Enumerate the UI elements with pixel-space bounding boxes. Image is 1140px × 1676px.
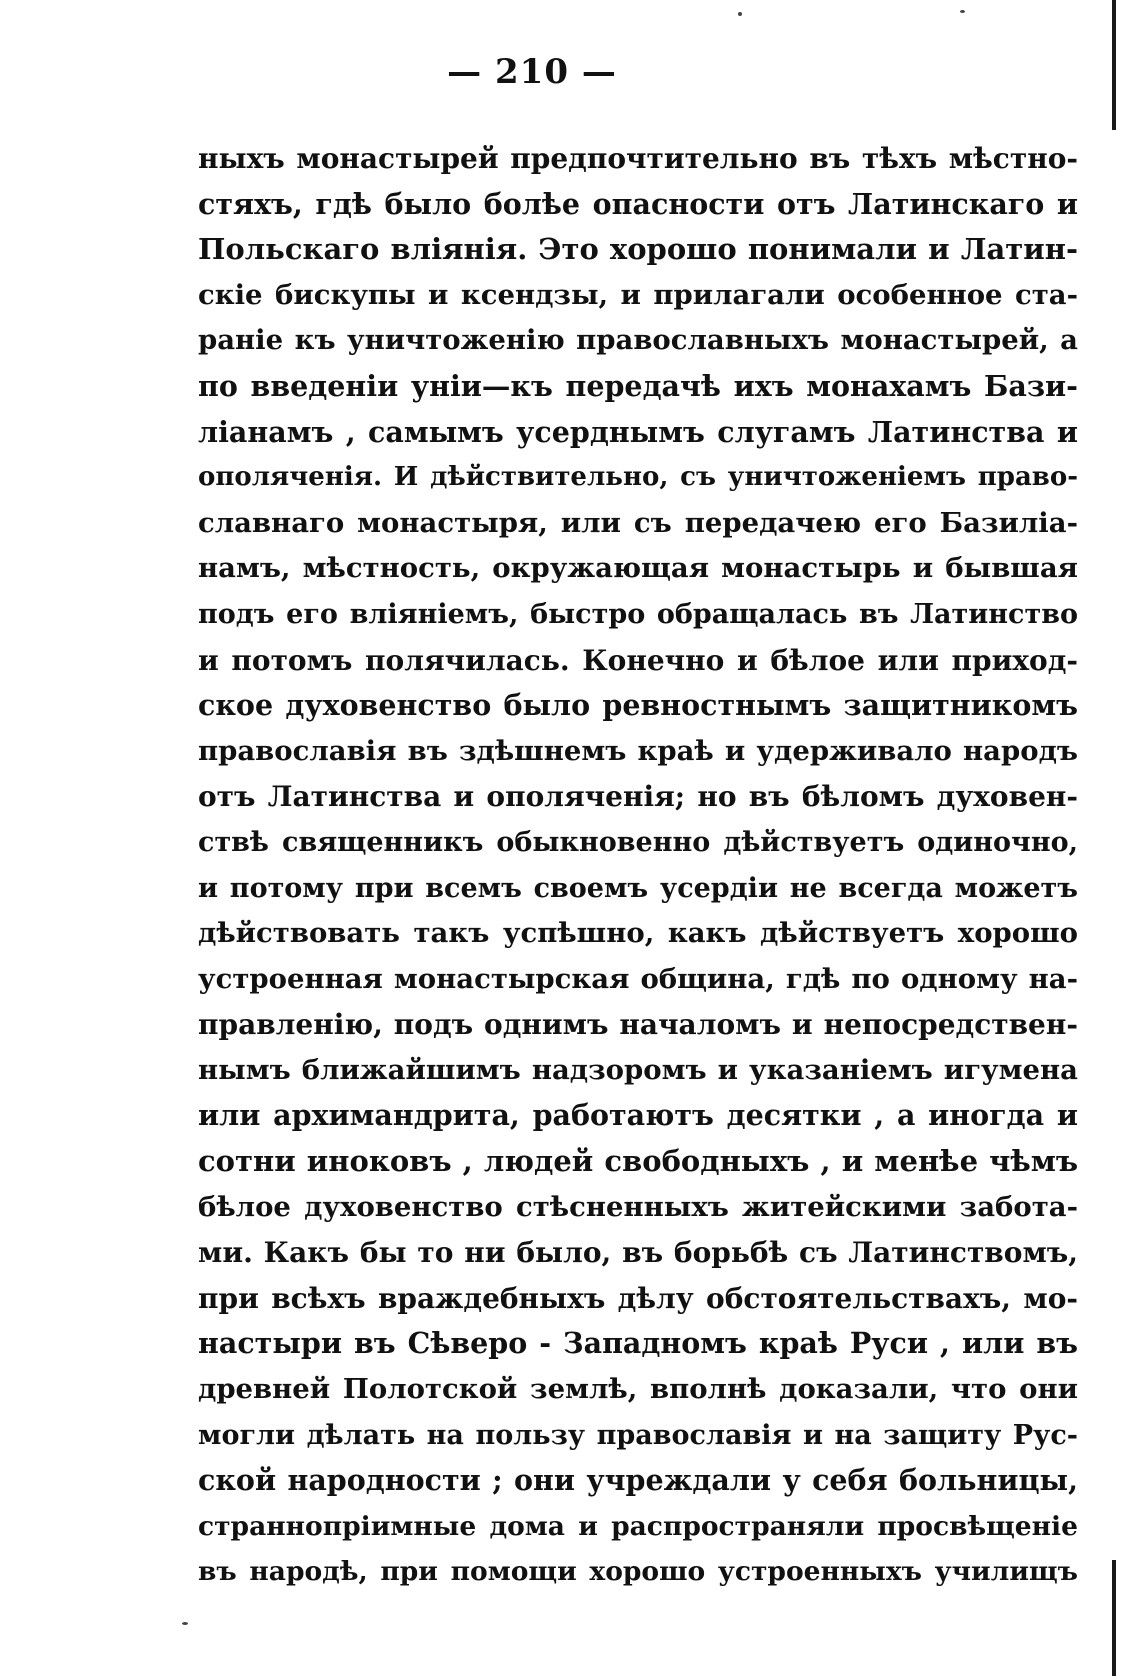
print-speck — [960, 10, 965, 13]
text-line: ствѣ священникъ обыкновенно дѣйствуетъ одиночно, — [198, 826, 1078, 858]
text-line: правленію, подъ однимъ началомъ и непосредствен- — [198, 1008, 1078, 1042]
page-edge-mark — [1112, 0, 1116, 130]
text-line: славнаго монастыря, или съ передачею его Базиліа- — [198, 506, 1078, 539]
text-line: при всѣхъ враждебныхъ дѣлу обстоятельствахъ, мо- — [198, 1281, 1078, 1315]
text-line: дѣйствовать такъ успѣшно, какъ дѣйствуетъ хорошо — [198, 917, 1078, 950]
text-line: подъ его вліяніемъ, быстро обращалась въ Латинство — [198, 598, 1078, 630]
text-line: отъ Латинства и ополяченія; но въ бѣломъ духовен- — [198, 780, 1078, 814]
text-line: по введеніи уніи—къ передачѣ ихъ монахамъ Бази- — [198, 368, 1078, 403]
text-line: ліанамъ , самымъ усерднымъ слугамъ Латинства и — [198, 414, 1078, 449]
text-line: православія въ здѣшнемъ краѣ и удерживало народъ — [198, 734, 1078, 767]
body-text — [198, 136, 1078, 1595]
text-line: сотни иноковъ , людей свободныхъ , и менѣе чѣмъ — [198, 1144, 1079, 1179]
text-line: Польскаго вліянія. Это хорошо понимали и Латин- — [198, 232, 1078, 267]
text-line: ское духовенство было ревностнымъ защитникомъ — [198, 688, 1078, 723]
page-edge-mark — [1112, 1560, 1116, 1676]
text-line: и потому при всемъ своемъ усердіи не всегда можетъ — [198, 872, 1078, 904]
print-speck — [738, 12, 742, 16]
text-line: ополяченія. И дѣйствительно, съ уничтоженіемъ право- — [198, 462, 1078, 493]
text-line: древней Полотской землѣ, вполнѣ доказали, что они — [198, 1373, 1078, 1406]
text-line: настыри въ Сѣверо - Западномъ краѣ Руси , или въ — [198, 1326, 1078, 1361]
text-line: страннопріимные дома и распространяли просвѣщеніе — [198, 1510, 1078, 1542]
text-line: нымъ ближайшимъ надзоромъ и указаніемъ игумена — [198, 1053, 1078, 1086]
text-line: и потомъ полячилась. Конечно и бѣлое или приход- — [198, 643, 1078, 677]
text-line: въ народѣ, при помощи хорошо устроенныхъ училищъ — [198, 1556, 1078, 1588]
text-line: могли дѣлать на пользу православія и на защиту Рус- — [198, 1419, 1078, 1451]
text-line: ской народности ; они учреждали у себя больницы, — [198, 1463, 1078, 1498]
text-line: или архимандрита, работаютъ десятки , а иногда и — [198, 1098, 1078, 1133]
text-line: намъ, мѣстность, окружающая монастырь и бывшая — [198, 552, 1078, 585]
text-line: ми. Какъ бы то ни было, въ борьбѣ съ Латинствомъ, — [198, 1236, 1078, 1270]
text-line: ныхъ монастырей предпочтительно въ тѣхъ мѣстно- — [198, 142, 1078, 175]
page-number: — 210 — — [447, 52, 617, 92]
text-line: устроенная монастырская община, гдѣ по одному на- — [198, 962, 1078, 995]
text-line: скіе бискупы и ксендзы, и прилагали особенное ста- — [198, 278, 1078, 311]
text-line: бѣлое духовенство стѣсненныхъ житейскими забота- — [198, 1190, 1078, 1223]
text-line: стяхъ, гдѣ было болѣе опасности отъ Латинскаго и — [198, 186, 1078, 221]
text-line: раніе къ уничтоженію православныхъ монастырей, а — [198, 324, 1078, 357]
print-speck — [182, 1622, 188, 1625]
